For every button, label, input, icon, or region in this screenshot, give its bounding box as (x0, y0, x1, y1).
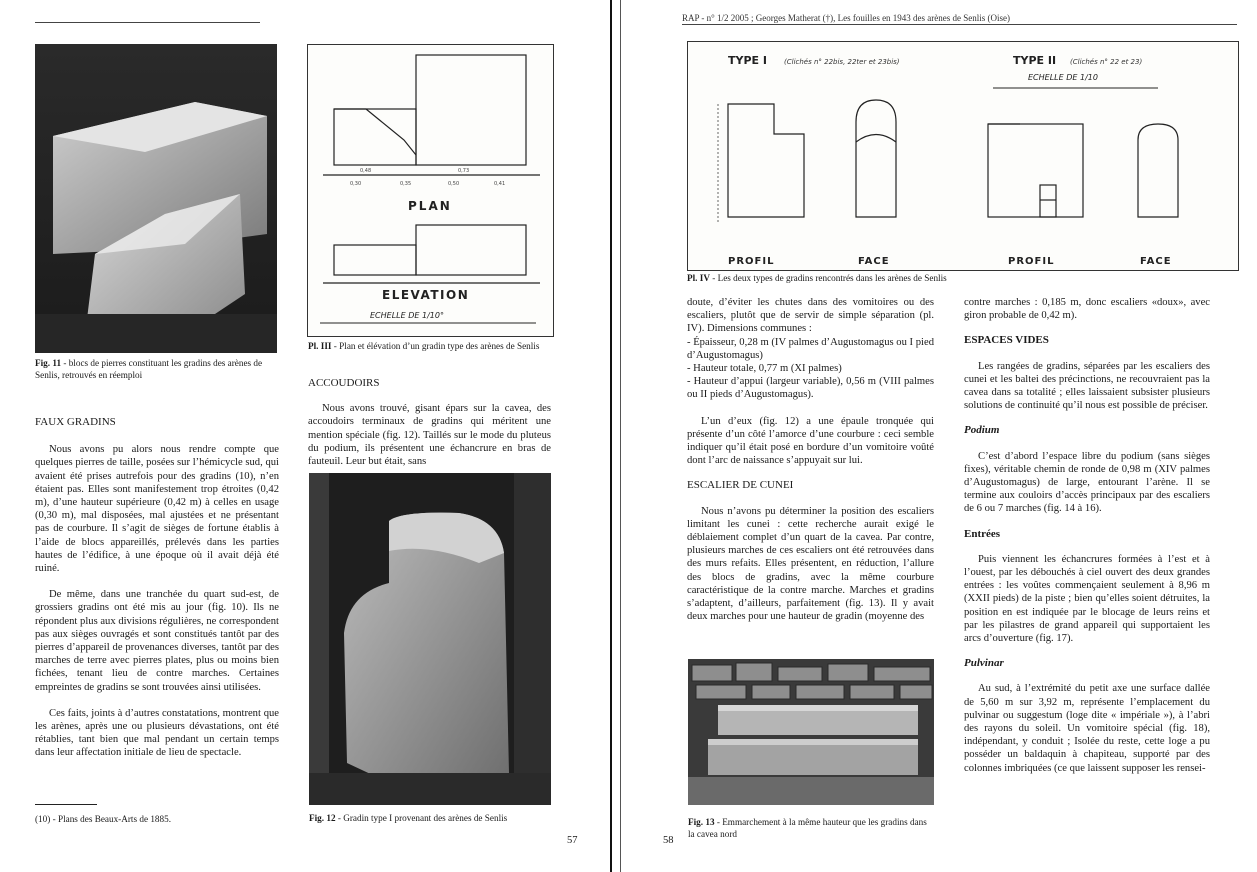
plate3-elevation-label: ELEVATION (382, 288, 470, 302)
plate3-scale-label: ECHELLE DE 1/10° (370, 311, 444, 320)
paragraph: contre marches : 0,185 m, donc escaliers «doux», avec giron probable de 0,42 m). (964, 297, 1210, 322)
plate3-dim: 0,73 (458, 168, 470, 174)
heading-accoudoirs: ACCOUDOIRS (308, 377, 380, 389)
fig11-caption: Fig. 11 - blocs de pierres constituant les gradins des arènes de Senlis, retrouvés en réemploi (35, 358, 263, 380)
footnote-rule (35, 804, 97, 805)
type1-title: TYPE I (728, 54, 767, 67)
paragraph: C’est d’abord l’espace libre du podium (sans sièges fixes), véritable chemin de ronde de 0,98 m (XIV palmes d’Augustomagus) de large, entourant l’arène. Il se termine aux couloirs d’accès principaux par des escaliers de 6 ou 7 marches (fig. 14 à 16). (964, 450, 1210, 515)
heading-espaces-vides: ESPACES VIDES (964, 334, 1049, 347)
dimension-item: - Hauteur totale, 0,77 m (XI palmes) (687, 363, 842, 375)
paragraph: Ces faits, joints à d’autres constatations, montrent que les arènes, après une ou plusieurs dévastations, ont été rétablies, tant bien que mal pendant un certain temps dans leur affectation initiale de lieu de spectacle. (35, 707, 279, 759)
p57-col2 (308, 377, 551, 468)
heading-podium: Podium (964, 424, 1000, 437)
face-label: FACE (858, 256, 890, 267)
plate3-dim: 0,48 (360, 168, 372, 174)
plate4-caption: Pl. IV - Les deux types de gradins rencontrés dans les arènes de Senlis (687, 273, 947, 283)
plate3-dim: 0,50 (448, 181, 460, 187)
fig13-photo (688, 659, 934, 805)
fig12-caption: Fig. 12 - Gradin type I provenant des arènes de Senlis (309, 813, 508, 823)
profil2-label: PROFIL (1008, 256, 1055, 267)
plate-3-drawing (307, 44, 554, 337)
page-number: 57 (567, 835, 578, 846)
type2-note: (Clichés n° 22 et 23) (1070, 58, 1143, 66)
paragraph: doute, d’éviter les chutes dans des vomitoires ou des escaliers, plutôt que de servir de simple séparation (pl. IV). Dimensions communes : (687, 297, 934, 335)
heading-faux-gradins: FAUX GRADINS (35, 416, 116, 428)
heading-entrees: Entrées (964, 527, 1001, 540)
plate3-dim: 0,41 (494, 181, 506, 187)
type2-title: TYPE II (1013, 54, 1057, 67)
paragraph: Nous avons pu alors nous rendre compte que quelques pierres de taille, posées sur l’hémicycle sud, qui avaient été prises autrefois pour des gradins (10), n’en étaient pas. Elles sont manifestement trop étroites (0,42 m), d’une hauteur supérieure (0,42 m) à celles en usage (0,30 m), mal disposées, mal ajustées et ne présentant pas de courbure. Il s’agit de sièges de fortune établis à l’aide de blocs appareillés, prélevés dans les parties hautes de l’édifice, à une époque où il avait déjà été ruiné. (35, 444, 279, 575)
fig11-photo (35, 44, 277, 353)
paragraph: Les rangées de gradins, séparées par les escaliers des cunei et les baltei des précinctions, ne recouvraient pas la cavea dans sa totalité ; elles laissaient subsister plusieurs solutions de continuité qu’il nous est possible de préciser. (964, 360, 1210, 412)
header-rule (682, 24, 1237, 25)
page-57 (0, 0, 608, 872)
running-header: RAP - n° 1/2 2005 ; Georges Matherat (†), Les fouilles en 1943 des arènes de Senlis (Oise) (682, 13, 1011, 23)
book-gutter (608, 0, 628, 872)
page-58 (628, 0, 1257, 872)
plate4-scale-label: ECHELLE DE 1/10 (1028, 73, 1098, 82)
paragraph: Puis viennent les échancrures formées à l’est et à l’ouest, par les débouchés à ciel ouvert des deux grandes entrées : les voûtes commençaient seulement à 8,96 m (XXII pieds) de la piste ; bien qu’elles soient détruites, la position en est indiquée par le blocage de leurs reins et par les pilastres de grand appareil qui supportaient les arcs d’ouverture (fig. 17). (964, 553, 1210, 645)
plate-4-drawing (687, 41, 1239, 271)
fig12-photo (309, 473, 551, 805)
paragraph: De même, dans une tranchée du quart sud-est, de grossiers gradins ont été mis au jour (fig. 10). Ils ne répondent plus aux divisions régulières, ne correspondent pas aux sièges ouvragés et sont constitués tantôt par des pierres d’appareil de provenances diverses, tantôt par des marches de terre avec pierres plates, plus ou moins bien fichées, tenant lieu de contre marches. Certaines empreintes de gradins se sont trouvées ainsi utilisées. (35, 589, 279, 693)
paragraph: Nous avons trouvé, gisant épars sur la cavea, des accoudoirs terminaux de gradins qui méritent une mention spéciale (fig. 12). Taillés sur le mode du pluteus du podium, ils présentent une échancrure en bras de fauteuil. Leur but était, sans (308, 403, 551, 468)
paragraph: Nous n’avons pu déterminer la position des escaliers limitant les cunei : cette recherche aurait exigé le déblaiement complet d’un quart de la cavea. Par contre, plusieurs marches de ces escaliers ont été retrouvées dans des murs refaits. Elles présentent, en réduction, l’allure des blocs de gradins, avec la même courbure caractéristique de la contre marche. Marches et gradins s’adaptent, d’ailleurs, parfaitement (fig. 13). Il y avait deux marches pour une hauteur de gradin (moyenne des (687, 505, 934, 623)
heading-escalier: ESCALIER DE CUNEI (687, 479, 794, 492)
p58-col1 (687, 296, 934, 623)
footnote: (10) - Plans des Beaux-Arts de 1885. (35, 814, 172, 824)
plate3-dim: 0,30 (350, 181, 362, 187)
plate3-caption: Pl. III - Plan et élévation d’un gradin type des arènes de Senlis (308, 341, 540, 351)
type1-note: (Clichés n° 22bis, 22ter et 23bis) (784, 58, 900, 66)
fig13-caption: Fig. 13 - Emmarchement à la même hauteur que les gradins dans la cavea nord (688, 817, 927, 839)
p57-col1 (35, 416, 279, 760)
plate3-dim: 0,35 (400, 181, 412, 187)
dimension-item: - Hauteur d’appui (largeur variable), 0,56 m (VIII palmes ou II pieds d’Augustomagus). (687, 376, 934, 401)
heading-pulvinar: Pulvinar (964, 657, 1004, 670)
paragraph: Au sud, à l’extrémité du petit axe une surface dallée de 5,60 m sur 3,92 m, représente l’emplacement du pulvinar ou suggestum (loge dite « impériale »), à l’abri des rayons du soleil. Un vomitoire spécial (fig. 18), indépendant, y conduit ; Isolée du reste, cette loge a pu posséder un baldaquin à chapiteau, supporté par des colonnes imbriquées (ce que laissent supposer les rensei- (964, 683, 1210, 774)
dimension-item: - Épaisseur, 0,28 m (IV palmes d’Augustomagus ou I pied d’Augustomagus) (687, 336, 934, 361)
face2-label: FACE (1140, 256, 1172, 267)
paragraph: L’un d’eux (fig. 12) a une épaule tronquée qui présente d’un côté l’amorce d’une courbure : ceci semble indiquer qu’il était posé en bordure d’un vomitoire voûté dont l’arc de naissance s’appuyait sur lui. (687, 415, 934, 467)
header-rule (35, 22, 260, 23)
plate3-plan-label: PLAN (408, 199, 452, 213)
p58-col2 (964, 296, 1210, 775)
page-number: 58 (663, 835, 674, 846)
profil-label: PROFIL (728, 256, 775, 267)
